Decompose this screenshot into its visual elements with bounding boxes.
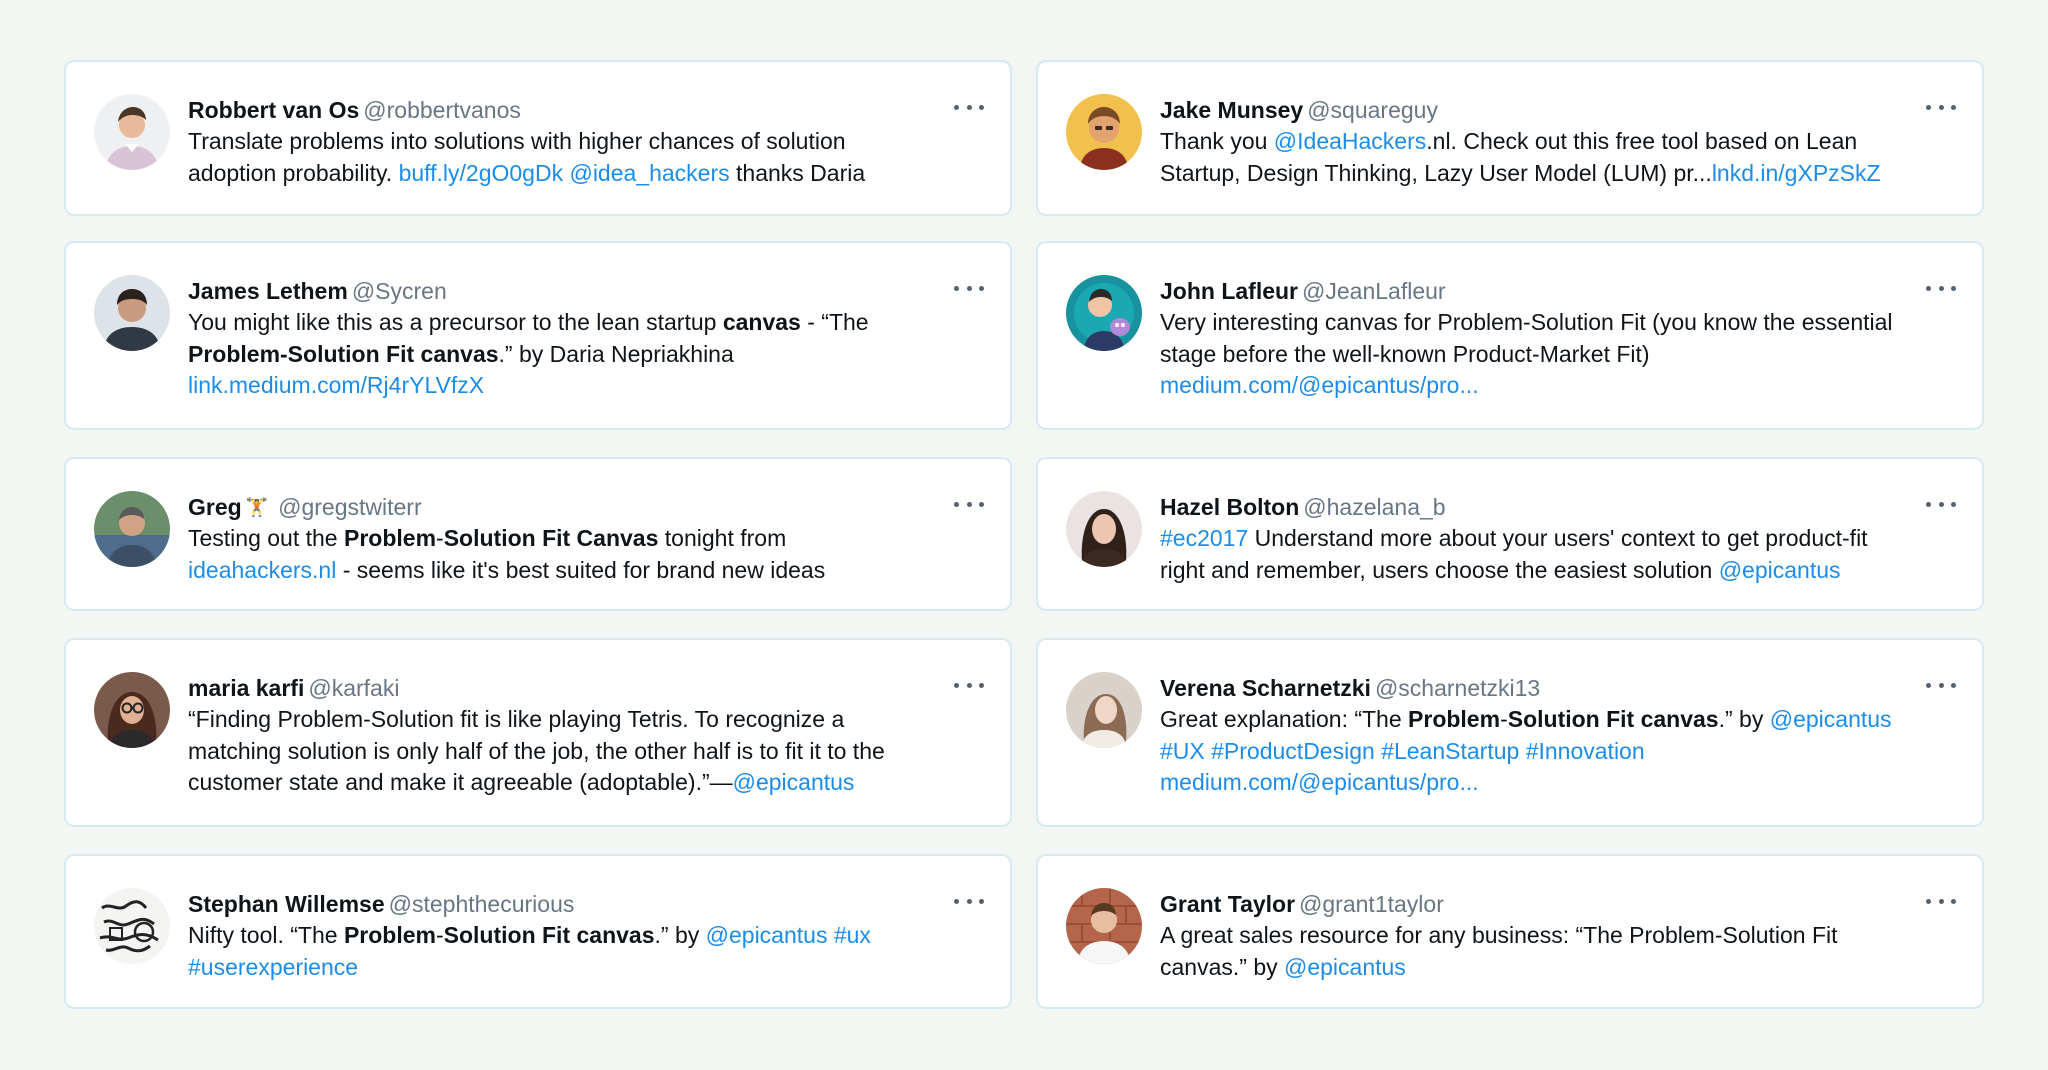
more-horizontal-icon[interactable] [1926,279,1956,297]
text-segment: Thank you [1160,128,1274,154]
tweet-text [1160,920,1902,983]
bold-text: Problem [344,525,437,551]
avatar-sketch-art-icon[interactable] [94,888,170,964]
author-name[interactable]: Greg [188,494,242,520]
avatar-cartoon-man-icon[interactable] [1066,94,1142,170]
avatar-man-short-hair-icon[interactable] [94,94,170,170]
more-horizontal-icon[interactable] [954,676,984,694]
url-link-medium-com-epicantus-pro[interactable]: medium.com/@epicantus/pro... [1160,372,1479,398]
author-handle[interactable]: @JeanLafleur [1302,278,1446,304]
author-handle[interactable]: @gregstwiterr [278,494,422,520]
more-dot [1951,899,1956,904]
more-horizontal-icon[interactable] [1926,892,1956,910]
more-horizontal-icon[interactable] [1926,676,1956,694]
more-dot [954,899,959,904]
text-segment: .” by [1718,706,1770,732]
url-link-lnkd-in-gxpzskz[interactable]: lnkd.in/gXPzSkZ [1711,159,1881,186]
tweet-header [1160,94,1902,126]
hashtag-link-ux[interactable]: #UX [1160,737,1205,764]
text-segment: A great sales resource for any business: “The Problem-Solution Fit canvas.” by [1160,922,1838,980]
tweet-header [188,94,930,126]
more-horizontal-icon[interactable] [1926,98,1956,116]
mention-link-epicantus[interactable]: @epicantus [732,769,855,795]
tweet-card[interactable] [64,60,1012,216]
tweet-header [188,672,930,704]
tweet-header [188,275,930,307]
author-name[interactable]: Grant Taylor [1160,891,1296,917]
more-dot [1926,502,1931,507]
more-dot [979,683,984,688]
text-segment: - [1500,706,1508,732]
more-horizontal-icon[interactable] [954,98,984,116]
tweet-card[interactable] [1036,60,1984,216]
tweet-card[interactable] [64,638,1012,827]
tweet-card[interactable] [64,854,1012,1009]
author-handle[interactable]: @squareguy [1307,97,1438,123]
more-horizontal-icon[interactable] [954,892,984,910]
tweet-header [188,888,930,920]
avatar-woman-glasses-icon[interactable] [94,672,170,748]
hashtag-link-userexperience[interactable]: #userexperience [188,953,359,980]
more-dot [1939,502,1944,507]
tweet-text [188,920,930,983]
text-segment: Translate problems into solutions with higher chances of solution adoption probability. [188,128,846,186]
tweet-text [1160,523,1902,586]
bold-text: canvas [722,309,801,335]
url-link-ideahackers-nl[interactable]: ideahackers.nl [188,556,337,583]
author-handle[interactable]: @grant1taylor [1299,891,1444,917]
text-segment: “Finding Problem-Solution fit is like playing Tetris. To recognize a matching solution is only half of the job, the other half is to fit it to the customer state and make it agreeable (adoptable).”— [188,706,885,795]
more-dot [1926,105,1931,110]
tweet-header [1160,275,1902,307]
avatar-cartoon-octopus-icon[interactable] [1066,275,1142,351]
bold-text: Problem [343,922,436,948]
tweet-card[interactable] [1036,457,1984,611]
bold-text: Solution Fit canvas [443,922,655,948]
text-segment: .nl. Check out this free tool based on Lean Startup, Design Thinking, Lazy User Model (LUM) pr... [1160,128,1858,186]
hashtag-link-productdesign[interactable]: #ProductDesign [1211,737,1375,764]
avatar-man-outdoor-icon[interactable] [94,491,170,567]
more-dot [1939,899,1944,904]
tweet-card[interactable] [1036,241,1984,430]
tweet-card[interactable] [64,457,1012,611]
more-dot [954,683,959,688]
author-name[interactable]: Stephan Willemse [188,891,385,917]
author-handle[interactable]: @robbertvanos [363,97,521,123]
more-dot [954,105,959,110]
hashtag-link-leanstartup[interactable]: #LeanStartup [1381,737,1520,764]
text-segment: Nifty tool. “The [188,922,344,948]
more-dot [1926,286,1931,291]
author-name[interactable]: James Lethem [188,278,348,304]
more-dot [967,105,972,110]
mention-link-idea-hackers[interactable]: @idea_hackers [569,159,730,186]
author-handle[interactable]: @hazelana_b [1303,494,1446,520]
tweet-text [1160,307,1902,402]
hashtag-link-innovation[interactable]: #Innovation [1525,737,1645,764]
more-dot [954,502,959,507]
tweet-text [1160,126,1902,189]
author-name[interactable]: Verena Scharnetzki [1160,675,1371,701]
tweet-text [188,126,930,189]
text-segment: Very interesting canvas for Problem-Solution Fit (you know the essential stage before the well-known Product-Market Fit) [1160,309,1893,367]
text-segment: Understand more about your users' context to get product-fit right and remember, users choose the easiest solution [1160,525,1868,583]
avatar-woman-dark-hair-icon[interactable] [1066,491,1142,567]
author-name[interactable]: Robbert van Os [188,97,360,123]
author-handle[interactable]: @karfaki [308,675,400,701]
text-segment: .” by Daria Nepriakhina [498,340,734,367]
author-handle[interactable]: @stephthecurious [388,891,575,917]
more-dot [1926,899,1931,904]
text-segment: Testing out the [188,525,344,551]
tweet-header [1160,491,1902,523]
author-handle[interactable]: @Sycren [351,278,447,304]
text-segment: - seems like it's best suited for brand new ideas [336,556,826,583]
tweet-card[interactable] [1036,638,1984,827]
avatar-man-dark-icon[interactable] [94,275,170,351]
author-name[interactable]: John Lafleur [1160,278,1299,304]
url-link-link-medium-com-rj4rylvfzx[interactable]: link.medium.com/Rj4rYLVfzX [188,372,485,398]
more-dot [967,286,972,291]
text-segment: You might like this as a precursor to the lean startup [188,309,723,335]
more-dot [1939,683,1944,688]
tweet-header [188,491,930,523]
more-dot [1951,683,1956,688]
tweet-text [1160,704,1902,799]
text-segment: - [435,922,444,948]
hashtag-link-ec2017[interactable]: #ec2017 [1160,525,1249,551]
more-horizontal-icon[interactable] [1926,495,1956,513]
author-name[interactable]: maria karfi [188,675,305,701]
more-dot [967,899,972,904]
more-dot [1926,683,1931,688]
author-name[interactable]: Hazel Bolton [1160,494,1300,520]
text-segment: thanks Daria [729,159,866,186]
bold-text: Problem-Solution Fit canvas [188,340,499,367]
mention-link-epicantus[interactable]: @epicantus [705,922,828,948]
mention-link-ideahackers[interactable]: @IdeaHackers [1273,128,1427,154]
weightlifter-emoji-icon: 🏋 [245,497,269,517]
more-dot [1939,105,1944,110]
more-dot [967,502,972,507]
author-name[interactable]: Jake Munsey [1160,97,1304,123]
more-dot [1939,286,1944,291]
text-segment: tonight from [658,525,787,551]
more-dot [979,502,984,507]
tweet-header [1160,888,1902,920]
text-segment: - “The [800,309,869,335]
bold-text: Problem [1408,706,1501,732]
more-dot [1951,286,1956,291]
avatar-man-brick-icon[interactable] [1066,888,1142,964]
more-dot [967,683,972,688]
more-dot [1951,105,1956,110]
more-horizontal-icon[interactable] [954,279,984,297]
tweet-text [188,704,930,799]
more-dot [954,286,959,291]
more-horizontal-icon[interactable] [954,495,984,513]
hashtag-link-ux[interactable]: #ux [833,922,871,948]
mention-link-epicantus[interactable]: @epicantus [1769,706,1892,732]
tweet-card[interactable] [1036,854,1984,1009]
text-segment: - [436,525,444,551]
mention-link-epicantus[interactable]: @epicantus [1718,556,1841,583]
avatar-woman-light-icon[interactable] [1066,672,1142,748]
tweet-header [1160,672,1902,704]
url-link-medium-com-epicantus-pro[interactable]: medium.com/@epicantus/pro... [1160,769,1479,795]
tweet-card[interactable] [64,241,1012,430]
text-segment: .” by [654,922,706,948]
tweet-text [188,523,930,586]
tweet-text [188,307,930,402]
bold-text: Solution Fit Canvas [443,525,659,551]
author-handle[interactable]: @scharnetzki13 [1374,675,1541,701]
bold-text: Solution Fit canvas [1507,706,1719,732]
more-dot [979,286,984,291]
more-dot [979,899,984,904]
text-segment: Great explanation: “The [1160,706,1409,732]
more-dot [1951,502,1956,507]
mention-link-epicantus[interactable]: @epicantus [1284,953,1406,980]
more-dot [979,105,984,110]
url-link-buff-ly-2go0gdk[interactable]: buff.ly/2gO0gDk [398,159,564,186]
